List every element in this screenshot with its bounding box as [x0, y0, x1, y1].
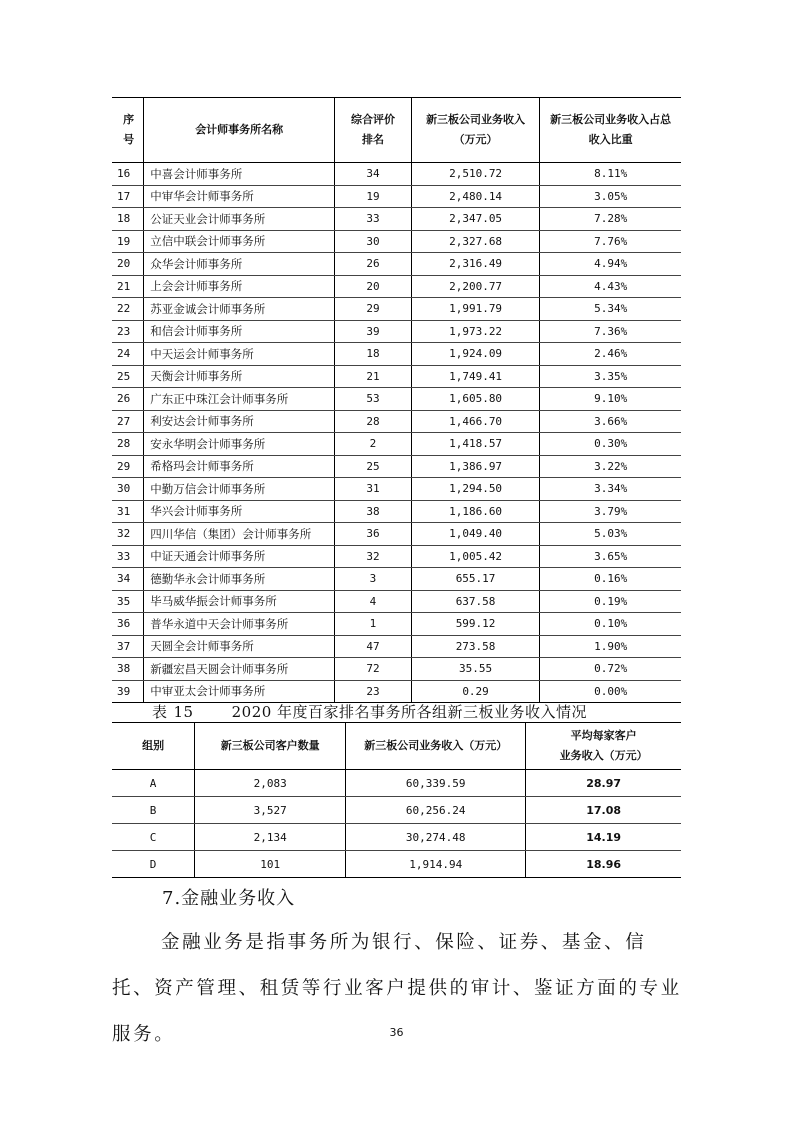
- header-revenue: 新三板公司业务收入 （万元）: [411, 98, 539, 163]
- rank-cell: 72: [335, 658, 412, 681]
- table-row: [112, 545, 681, 568]
- group-cell: C: [112, 824, 195, 851]
- revenue-cell: 1,749.41: [411, 365, 539, 388]
- table-row: [112, 298, 681, 321]
- revenue-share-cell: 7.76%: [540, 230, 681, 253]
- header-firm-name: 会计师事务所名称: [144, 98, 335, 163]
- table-row: [112, 680, 681, 703]
- revenue-share-cell: 3.35%: [540, 365, 681, 388]
- revenue-share-cell: 7.28%: [540, 208, 681, 231]
- group-cell: A: [112, 770, 195, 797]
- revenue-cell: 1,418.57: [411, 433, 539, 456]
- firm-name-cell: 德勤华永会计师事务所: [144, 568, 335, 591]
- header-client-count: 新三板公司客户数量: [195, 723, 346, 770]
- serial-cell: 22: [112, 298, 144, 321]
- table-row: [112, 635, 681, 658]
- rank-cell: 39: [335, 320, 412, 343]
- firm-name-cell: 立信中联会计师事务所: [144, 230, 335, 253]
- header-average-revenue: 平均每家客户 业务收入（万元）: [526, 723, 681, 770]
- serial-cell: 24: [112, 343, 144, 366]
- table-header-row: [112, 98, 681, 163]
- revenue-share-cell: 0.10%: [540, 613, 681, 636]
- table-row: [112, 343, 681, 366]
- serial-cell: 32: [112, 523, 144, 546]
- rank-cell: 36: [335, 523, 412, 546]
- firm-name-cell: 中审华会计师事务所: [144, 185, 335, 208]
- rank-cell: 23: [335, 680, 412, 703]
- revenue-cell: 2,510.72: [411, 163, 539, 186]
- rank-cell: 29: [335, 298, 412, 321]
- revenue-share-cell: 4.43%: [540, 275, 681, 298]
- firm-name-cell: 中勤万信会计师事务所: [144, 478, 335, 501]
- table-row: [112, 658, 681, 681]
- rank-cell: 32: [335, 545, 412, 568]
- firm-name-cell: 四川华信（集团）会计师事务所: [144, 523, 335, 546]
- rank-cell: 26: [335, 253, 412, 276]
- header-revenue-share: 新三板公司业务收入占总 收入比重: [540, 98, 681, 163]
- revenue-share-cell: 9.10%: [540, 388, 681, 411]
- revenue-cell: 2,200.77: [411, 275, 539, 298]
- rank-cell: 47: [335, 635, 412, 658]
- revenue-cell: 2,347.05: [411, 208, 539, 231]
- average-revenue-cell: 17.08: [526, 797, 681, 824]
- revenue-share-cell: 5.34%: [540, 298, 681, 321]
- caption-number: 15: [173, 703, 194, 721]
- revenue-share-cell: 0.16%: [540, 568, 681, 591]
- revenue-cell: 1,049.40: [411, 523, 539, 546]
- table-row: [112, 433, 681, 456]
- revenue-cell: 0.29: [411, 680, 539, 703]
- revenue-cell: 1,991.79: [411, 298, 539, 321]
- rank-cell: 28: [335, 410, 412, 433]
- table-row: [112, 590, 681, 613]
- revenue-share-cell: 0.72%: [540, 658, 681, 681]
- revenue-cell: 60,256.24: [346, 797, 526, 824]
- table-row: [112, 613, 681, 636]
- client-count-cell: 101: [195, 851, 346, 878]
- header-revenue: 新三板公司业务收入（万元）: [346, 723, 526, 770]
- serial-cell: 34: [112, 568, 144, 591]
- section-heading: 7.金融业务收入: [162, 888, 296, 909]
- serial-cell: 17: [112, 185, 144, 208]
- table-row: [112, 253, 681, 276]
- serial-cell: 23: [112, 320, 144, 343]
- revenue-share-cell: 3.65%: [540, 545, 681, 568]
- revenue-cell: 1,914.94: [346, 851, 526, 878]
- rank-cell: 53: [335, 388, 412, 411]
- table-row: [112, 365, 681, 388]
- header-group: 组别: [112, 723, 195, 770]
- revenue-cell: 655.17: [411, 568, 539, 591]
- serial-cell: 37: [112, 635, 144, 658]
- revenue-cell: 1,924.09: [411, 343, 539, 366]
- serial-cell: 21: [112, 275, 144, 298]
- revenue-cell: 2,480.14: [411, 185, 539, 208]
- table-row: [112, 824, 681, 851]
- serial-cell: 35: [112, 590, 144, 613]
- rank-cell: 19: [335, 185, 412, 208]
- firm-name-cell: 天衡会计师事务所: [144, 365, 335, 388]
- firm-name-cell: 新疆宏昌天圆会计师事务所: [144, 658, 335, 681]
- serial-cell: 30: [112, 478, 144, 501]
- serial-cell: 33: [112, 545, 144, 568]
- table-row: [112, 455, 681, 478]
- firm-name-cell: 公证天业会计师事务所: [144, 208, 335, 231]
- table-row: [112, 208, 681, 231]
- table-row: [112, 320, 681, 343]
- rank-cell: 1: [335, 613, 412, 636]
- revenue-cell: 1,186.60: [411, 500, 539, 523]
- firm-name-cell: 中证天通会计师事务所: [144, 545, 335, 568]
- table-row: [112, 851, 681, 878]
- average-revenue-cell: 28.97: [526, 770, 681, 797]
- firm-name-cell: 广东正中珠江会计师事务所: [144, 388, 335, 411]
- revenue-cell: 637.58: [411, 590, 539, 613]
- table-row: [112, 523, 681, 546]
- revenue-cell: 1,973.22: [411, 320, 539, 343]
- revenue-cell: 2,316.49: [411, 253, 539, 276]
- table-row: [112, 388, 681, 411]
- firm-revenue-table: [112, 97, 681, 703]
- revenue-share-cell: 0.30%: [540, 433, 681, 456]
- caption-label: 表: [152, 703, 168, 721]
- revenue-share-cell: 7.36%: [540, 320, 681, 343]
- revenue-share-cell: 3.66%: [540, 410, 681, 433]
- revenue-cell: 1,005.42: [411, 545, 539, 568]
- revenue-cell: 599.12: [411, 613, 539, 636]
- rank-cell: 25: [335, 455, 412, 478]
- firm-name-cell: 毕马威华振会计师事务所: [144, 590, 335, 613]
- serial-cell: 29: [112, 455, 144, 478]
- firm-name-cell: 天圆全会计师事务所: [144, 635, 335, 658]
- firm-name-cell: 中喜会计师事务所: [144, 163, 335, 186]
- serial-cell: 16: [112, 163, 144, 186]
- header-serial: 序 号: [112, 98, 144, 163]
- revenue-share-cell: 0.19%: [540, 590, 681, 613]
- revenue-cell: 1,294.50: [411, 478, 539, 501]
- firm-name-cell: 希格玛会计师事务所: [144, 455, 335, 478]
- rank-cell: 3: [335, 568, 412, 591]
- revenue-share-cell: 4.94%: [540, 253, 681, 276]
- table-row: [112, 185, 681, 208]
- revenue-share-cell: 3.22%: [540, 455, 681, 478]
- revenue-cell: 35.55: [411, 658, 539, 681]
- firm-name-cell: 中天运会计师事务所: [144, 343, 335, 366]
- firm-name-cell: 上会会计师事务所: [144, 275, 335, 298]
- body-paragraph: 金融业务是指事务所为银行、保险、证券、基金、信托、资产管理、租赁等行业客户提供的审计、鉴证方面的专业服务。: [112, 932, 682, 1045]
- revenue-cell: 1,605.80: [411, 388, 539, 411]
- rank-cell: 30: [335, 230, 412, 253]
- revenue-share-cell: 8.11%: [540, 163, 681, 186]
- table-row: [112, 275, 681, 298]
- revenue-share-cell: 3.79%: [540, 500, 681, 523]
- average-revenue-cell: 18.96: [526, 851, 681, 878]
- firm-name-cell: 利安达会计师事务所: [144, 410, 335, 433]
- serial-cell: 39: [112, 680, 144, 703]
- rank-cell: 33: [335, 208, 412, 231]
- revenue-cell: 60,339.59: [346, 770, 526, 797]
- rank-cell: 38: [335, 500, 412, 523]
- revenue-cell: 1,386.97: [411, 455, 539, 478]
- revenue-cell: 273.58: [411, 635, 539, 658]
- serial-cell: 25: [112, 365, 144, 388]
- rank-cell: 18: [335, 343, 412, 366]
- serial-cell: 19: [112, 230, 144, 253]
- table-header-row: [112, 723, 681, 770]
- table-row: [112, 410, 681, 433]
- firm-name-cell: 普华永道中天会计师事务所: [144, 613, 335, 636]
- serial-cell: 26: [112, 388, 144, 411]
- rank-cell: 2: [335, 433, 412, 456]
- table-caption: [152, 701, 587, 722]
- table-row: [112, 568, 681, 591]
- firm-name-cell: 安永华明会计师事务所: [144, 433, 335, 456]
- revenue-share-cell: 2.46%: [540, 343, 681, 366]
- table-row: [112, 500, 681, 523]
- group-cell: B: [112, 797, 195, 824]
- revenue-share-cell: 5.03%: [540, 523, 681, 546]
- serial-cell: 20: [112, 253, 144, 276]
- revenue-share-cell: 3.05%: [540, 185, 681, 208]
- revenue-share-cell: 3.34%: [540, 478, 681, 501]
- revenue-share-cell: 1.90%: [540, 635, 681, 658]
- revenue-share-cell: 0.00%: [540, 680, 681, 703]
- table-row: [112, 230, 681, 253]
- table-row: [112, 770, 681, 797]
- table-row: [112, 797, 681, 824]
- page-number: 36: [389, 1026, 404, 1039]
- serial-cell: 18: [112, 208, 144, 231]
- firm-name-cell: 中审亚太会计师事务所: [144, 680, 335, 703]
- header-rank: 综合评价 排名: [335, 98, 412, 163]
- firm-name-cell: 华兴会计师事务所: [144, 500, 335, 523]
- table-row: [112, 163, 681, 186]
- serial-cell: 36: [112, 613, 144, 636]
- rank-cell: 4: [335, 590, 412, 613]
- caption-title: 2020 年度百家排名事务所各组新三板业务收入情况: [231, 703, 588, 721]
- rank-cell: 34: [335, 163, 412, 186]
- firm-name-cell: 众华会计师事务所: [144, 253, 335, 276]
- firm-name-cell: 苏亚金诚会计师事务所: [144, 298, 335, 321]
- table-row: [112, 478, 681, 501]
- rank-cell: 20: [335, 275, 412, 298]
- rank-cell: 21: [335, 365, 412, 388]
- serial-cell: 28: [112, 433, 144, 456]
- rank-cell: 31: [335, 478, 412, 501]
- client-count-cell: 2,083: [195, 770, 346, 797]
- serial-cell: 31: [112, 500, 144, 523]
- client-count-cell: 2,134: [195, 824, 346, 851]
- revenue-cell: 1,466.70: [411, 410, 539, 433]
- serial-cell: 38: [112, 658, 144, 681]
- average-revenue-cell: 14.19: [526, 824, 681, 851]
- serial-cell: 27: [112, 410, 144, 433]
- revenue-cell: 30,274.48: [346, 824, 526, 851]
- client-count-cell: 3,527: [195, 797, 346, 824]
- firm-name-cell: 和信会计师事务所: [144, 320, 335, 343]
- group-revenue-table: [112, 722, 681, 878]
- group-cell: D: [112, 851, 195, 878]
- revenue-cell: 2,327.68: [411, 230, 539, 253]
